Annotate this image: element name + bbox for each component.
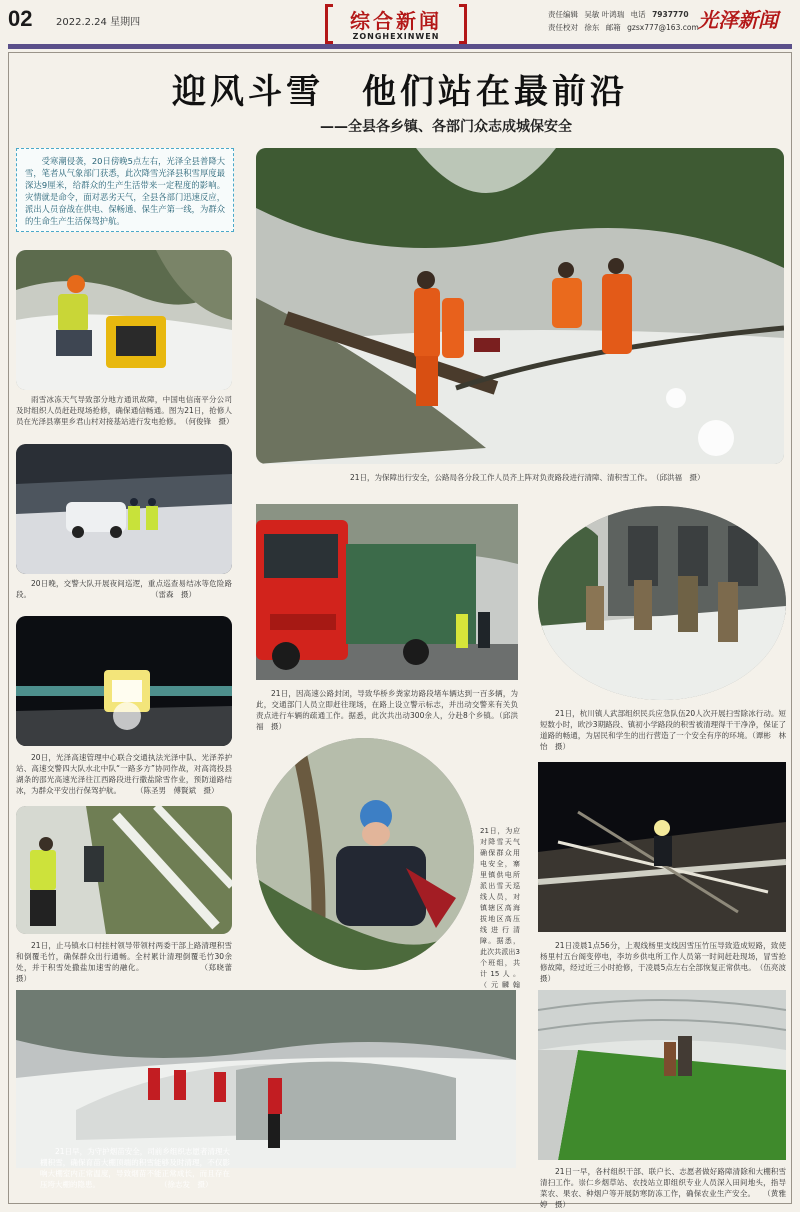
phone-label: 电话 [630,10,646,19]
phone-number: 7937770 [652,10,689,19]
photo-greenhouse-snow [16,990,516,1168]
caption-village-clearing: 21日，止马镇水口村挂村领导带领村两委干部上路清理积雪和倒覆毛竹，确保群众出行通畅。全村累计清理倒覆毛竹30余处，并于积雪处撒盐加速雪的融化。 （郑晓蕾 摄） [16,941,240,983]
caption-power-line-clearing: 21日，为应对降雪天气确保群众用电安全，寨里镇供电所派出雪天巡线人员，对镇辖区高海拔地区高压线进行清障。据悉，此次共派出3个班组，共计15人。（元麟翰 [480,827,520,989]
photo-greenhouse-crops [538,990,786,1160]
page-header [0,0,800,46]
photo-traffic-patrol [16,444,232,574]
caption-telecom-repair: 雨雪冰冻天气导致部分地方通讯故障，中国电信南平分公司及时组织人员赶赴现场抢修，确保通信畅通。图为21日，抢修人员在光泽县寨里乡君山村对接基站进行发电抢修。 （何俊锋 摄） [16,395,234,426]
page-number: 02 [8,6,33,31]
caption-greenhouse-crops: 21日一早，各村组织干部、联户长、志愿者做好路障清除和大棚积雪清扫工作。崇仁乡烟草站、农技站立即组织专业人员深入田间地头，指导菜农、果农、种烟户等开展防寒防冻工作，确保农业生产安全。 （黄雅婷 摄） [540,1167,786,1209]
proofreader-label: 责任校对 [548,23,578,32]
photo-highway-salting [16,616,232,746]
header-rule [8,44,792,49]
photo-road-clearing-crew [256,148,784,464]
date-text: 2022.2.24 [56,17,107,28]
column-pinyin: ZONGHEXINWEN [352,32,440,41]
photo-telecom-repair [16,250,232,390]
editor-line-1 [548,8,703,21]
issue-date [56,13,140,28]
editor-names: 吴敏 叶鸿瑞 [584,10,625,19]
column-title: 综合新闻 [350,9,442,33]
caption-traffic-patrol: 20日晚，交警大队开展夜间巡逻，重点巡查易结冰等危险路段。 （雷森 摄） [16,579,232,599]
caption-greenhouse-snow: 21日早，为守护烟苗安全，司前乡组织志愿者清理大棚积雪，确保育苗大棚顶端的积雪能够及时清理，不仅影响大棚室内正常温度，导致烟苗不能正常成长，而且存在压垮大棚的隐患。 （徐志发 摄） [40,1147,230,1189]
caption-highway-salting: 20日，光泽高速管理中心联合交通执法光泽中队、光泽养护站、高速交警四大队水北中队“一路多方”协同作战，对高湾投县湖条的邵光高速光泽往江西路段进行撒盐除雪作业，预防道路结冰，为群众平安出行保驾护航。 （陈圣男 傅賢斌 摄） [16,753,232,795]
lead-paragraph: 受寒潮侵袭，20日傍晚5点左右，光泽全县普降大雪，笔者从气象部门获悉，此次降雪光泽县积雪厚度最深达9厘米，给群众的生产生活带来一定程度的影响。灾情就是命令，面对恶劣天气，全县各部门迅速反应，派出人员奋战在供电、保畅通、保生产第一线，为群众的生命生产生活保驾护航。 [16,148,234,232]
caption-road-clearing-crew: 21日，为保障出行安全，公路局各分段工作人员齐上阵对负责路段进行清障、清积雪工作。 （邱洪福 摄） [350,473,705,482]
photo-militia-snow-sweep [538,506,786,700]
weekday-text: 星期四 [110,17,141,28]
photo-night-power-repair [538,762,786,932]
email-label: 邮箱 [605,23,621,32]
photo-power-line-clearing [256,738,474,970]
column-title-box [325,4,467,44]
caption-night-power-repair: 21日凌晨1点56分，上观线杨里支线因雪压竹压导致造成短路，致使杨里村五台阁变停电，李坊乡供电所工作人员第一时间赶赴现场，冒雪抢修故障，经过近三小时抢修，于凌晨5点左右全部恢复正常供电。 （伍亮波 摄） [540,941,794,983]
subheadline: ——全县各乡镇、各部门众志成城保安全 [320,119,572,135]
photo-village-clearing [16,806,232,934]
newspaper-masthead: 光泽新闻 [698,8,778,32]
caption-militia-snow-sweep: 21日，杭川镇人武部组织民兵应急队伍20人次开展扫雪除冰行动。短短数小时，欧沙3期路段、镇初小学路段的积雪被清理得干干净净，保证了道路的畅通，为居民和学生的出行营造了一个安全有序的环境。（谭彬 林怡 摄） [540,709,786,751]
caption-truck-traffic: 21日，因高速公路封闭，导致华桥乡粪家坊路段堵车辆达到一百多辆，为此，交通部门人员立即赶往现场，在路上设立警示标志，并出动交警来有关负责点进行车辆的疏通工作。据悉，此次共出动300余人，分赴8个乡镇。（邱洪福 摄） [256,689,518,731]
editor-line-2 [548,21,703,34]
proofreader-name: 徐东 [584,23,600,32]
email-address: gzsx777@163.com [627,23,699,32]
editor-info [548,8,703,34]
editor-label: 责任编辑 [548,10,578,19]
headline: 迎风斗雪 他们站在最前沿 [172,72,628,112]
photo-truck-traffic [256,504,518,680]
